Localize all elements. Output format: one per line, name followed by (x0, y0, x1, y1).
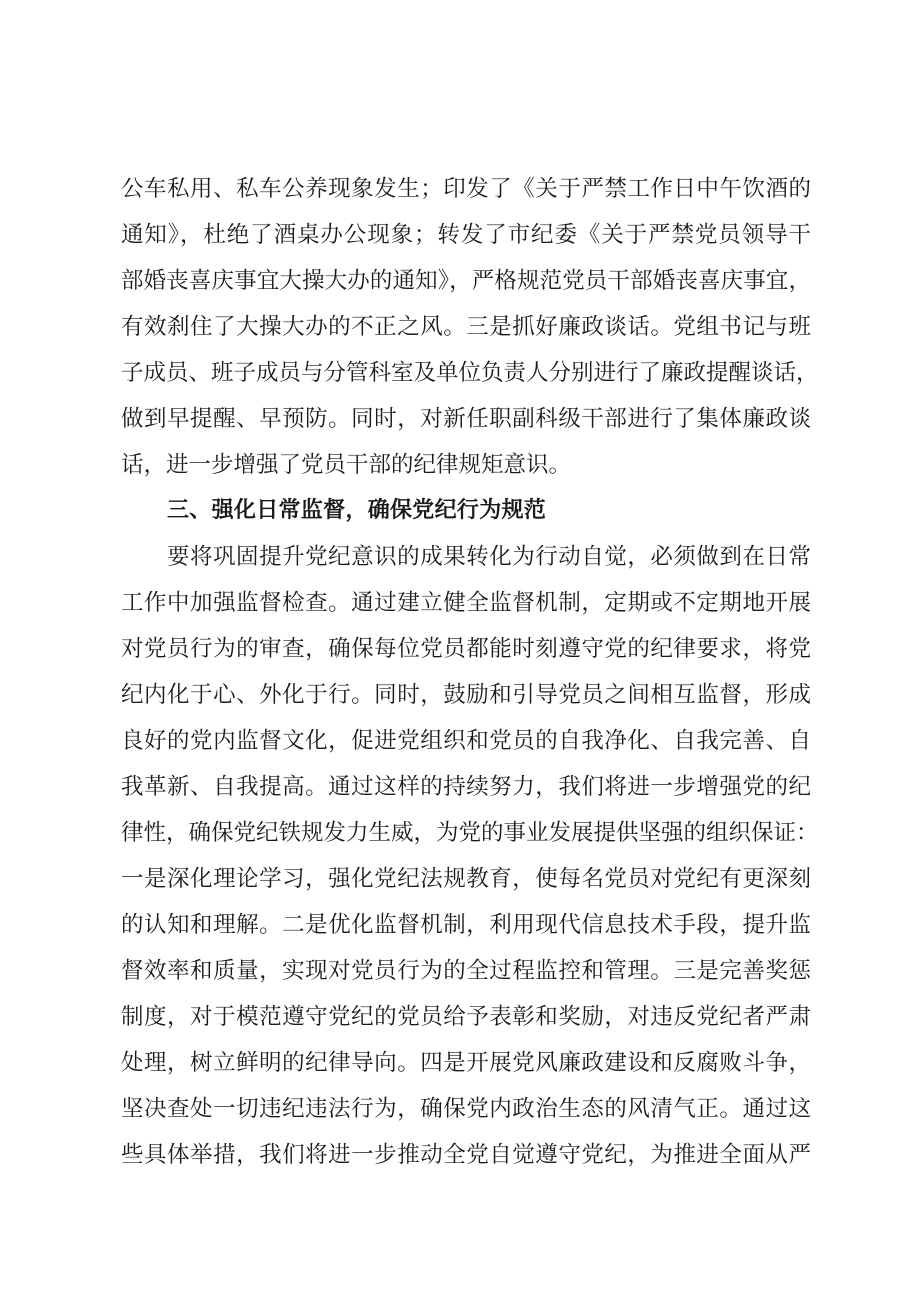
text-line: 处理，树立鲜明的纪律导向。四是开展党风廉政建设和反腐败斗争， (121, 1050, 811, 1076)
text-line: 子成员、班子成员与分管科室及单位负责人分别进行了廉政提醒谈话， (121, 360, 819, 386)
text-line: 坚决查处一切违纪违法行为，确保党内政治生态的风清气正。通过这 (121, 1096, 811, 1122)
text-line: 部婚丧喜庆事宜大操大办的通知》，严格规范党员干部婚丧喜庆事宜， (121, 268, 811, 294)
document-body (121, 166, 819, 1178)
text-line: 我革新、自我提高。通过这样的持续努力，我们将进一步增强党的纪 (121, 774, 811, 800)
text-line: 律性，确保党纪铁规发力生威，为党的事业发展提供坚强的组织保证： (121, 820, 819, 846)
paragraph-section-three (121, 534, 819, 1178)
text-line: 通知》，杜绝了酒桌办公现象；转发了市纪委《关于严禁党员领导干 (121, 222, 811, 248)
text-line: 的认知和理解。二是优化监督机制，利用现代信息技术手段，提升监 (121, 912, 811, 938)
text-line: 话，进一步增强了党员干部的纪律规矩意识。 (121, 452, 572, 478)
text-line: 做到早提醒、早预防。同时，对新任职副科级干部进行了集体廉政谈 (121, 406, 811, 432)
paragraph-section-two-tail (121, 166, 819, 488)
text-line: 良好的党内监督文化，促进党组织和党员的自我净化、自我完善、自 (121, 728, 811, 754)
text-line: 督效率和质量，实现对党员行为的全过程监控和管理。三是完善奖惩 (121, 958, 811, 984)
text-line: 对党员行为的审查，确保每位党员都能时刻遵守党的纪律要求，将党 (121, 636, 811, 662)
text-line: 纪内化于心、外化于行。同时，鼓励和引导党员之间相互监督，形成 (121, 682, 811, 708)
text-line: 要将巩固提升党纪意识的成果转化为行动自觉，必须做到在日常 (167, 544, 811, 570)
section-heading: 三、强化日常监督，确保党纪行为规范 (167, 498, 547, 523)
text-line: 些具体举措，我们将进一步推动全党自觉遵守党纪，为推进全面从严 (121, 1142, 811, 1168)
text-line: 有效刹住了大操大办的不正之风。三是抓好廉政谈话。党组书记与班 (121, 314, 811, 340)
text-line: 制度，对于模范遵守党纪的党员给予表彰和奖励，对违反党纪者严肃 (121, 1004, 811, 1030)
text-line: 一是深化理论学习，强化党纪法规教育，使每名党员对党纪有更深刻 (121, 866, 811, 892)
text-line: 工作中加强监督检查。通过建立健全监督机制，定期或不定期地开展 (121, 590, 811, 616)
text-line: 公车私用、私车公养现象发生；印发了《关于严禁工作日中午饮酒的 (121, 176, 811, 202)
